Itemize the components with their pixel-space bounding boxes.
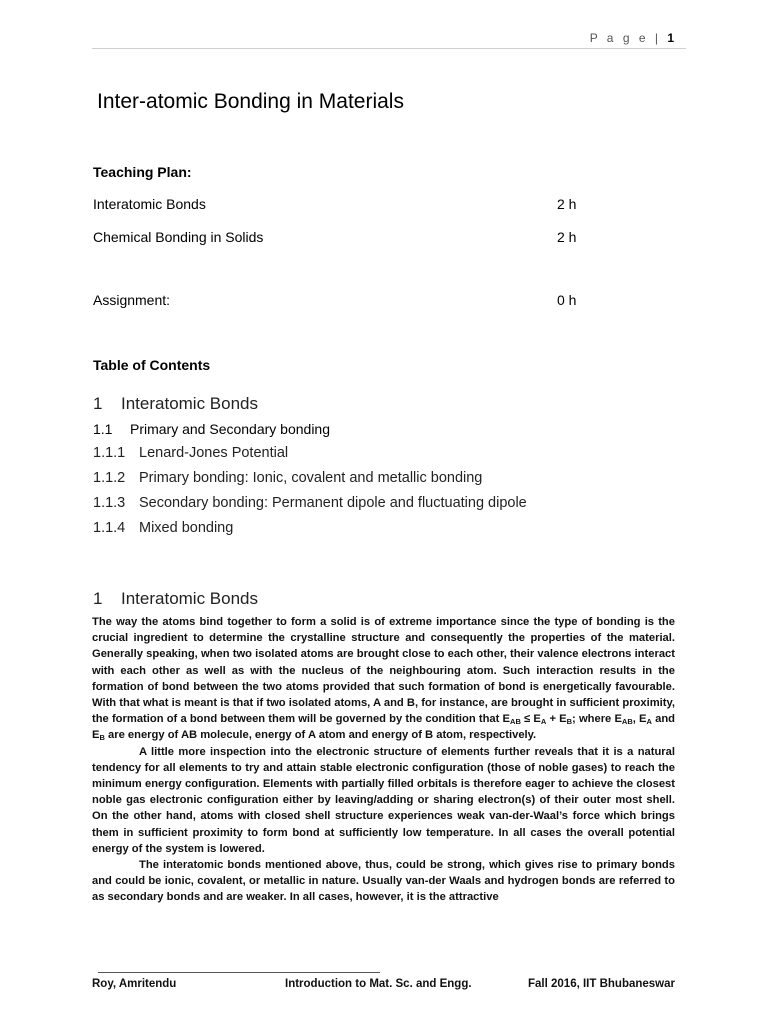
- body-text: [92, 614, 675, 906]
- toc-entry[interactable]: [93, 394, 258, 414]
- section-heading: [93, 589, 258, 609]
- toc-entry[interactable]: [93, 470, 482, 486]
- toc-entry[interactable]: [93, 445, 288, 461]
- page-header: [590, 31, 674, 45]
- footer-divider: [98, 972, 380, 973]
- page-footer: [92, 978, 675, 990]
- toc-entry-label: Interatomic Bonds: [121, 394, 259, 413]
- toc-entry[interactable]: [93, 520, 233, 536]
- teaching-plan-heading: Teaching Plan:: [93, 164, 192, 180]
- page-label: P a g e: [589, 31, 649, 45]
- document-title: Inter-atomic Bonding in Materials: [97, 90, 404, 113]
- toc-entry[interactable]: [93, 421, 330, 437]
- page-separator: |: [654, 31, 661, 45]
- toc-entry-number: 1.1.1: [93, 445, 126, 461]
- paragraph: A little more inspection into the electronic structure of elements further reveals that it is a natural tendency for all elements to try and attain stable electronic configuration (those of noble gases) to reach the minimum energy configuration. Elements with partially filled orbitals is therefore eager to achieve the closest noble gas electronic configuration either by leaving/adding or sharing electron(s) of their outer most shell. On the other hand, atoms with closed shell structure experiences weak van-der-Waal’s force which brings them in sufficient proximity to form bond at sufficiently low temperature. In all cases the overall potential energy of the system is lowered.: [92, 745, 675, 855]
- toc-entry-number: 1.1.3: [93, 495, 126, 511]
- toc-entry-label: Primary and Secondary bonding: [130, 421, 331, 437]
- plan-hours: 2 h: [557, 196, 577, 212]
- toc-entry-number: 1.1.2: [93, 470, 126, 486]
- footer-author: Roy, Amritendu: [92, 978, 177, 990]
- page-number: 1: [667, 31, 674, 45]
- toc-entry-number: 1.1: [93, 421, 113, 437]
- plan-topic: Assignment:: [93, 292, 171, 308]
- toc-entry-label: Mixed bonding: [139, 520, 234, 536]
- toc-entry[interactable]: [93, 495, 527, 511]
- paragraph: The interatomic bonds mentioned above, thus, could be strong, which gives rise to primary bonds and could be ionic, covalent, or metallic in nature. Usually van-der Waals and hydrogen bonds are referred to as secondary bonds and are weaker. In all cases, however, it is the attractive: [92, 859, 675, 904]
- plan-row: [93, 196, 579, 212]
- toc-entry-label: Secondary bonding: Permanent dipole and fluctuating dipole: [139, 495, 527, 511]
- paragraph: The way the atoms bind together to form a solid is of extreme importance since the type of bonding is the crucial ingredient to determine the crystalline structure and consequently the properties of the material. Generally speaking, when two isolated atoms are brought close to each other, their valence electrons interact with each other as well as with the nucleus of the neighbouring atom. Such interaction results in the formation of bond between the two atoms provided that such formation of bond is energetically favourable. With that what is meant is that if two isolated atoms, A and B, for instance, are brought in sufficient proximity, the formation of a bond between them will be governed by the condition that $E_{AB} \le E_A + E_B$; where $E_{AB}$, $E_A$ and $E_B$ are energy of AB molecule, energy of A atom and energy of B atom, respectively.: [92, 616, 676, 743]
- section-number: 1: [93, 589, 103, 608]
- toc-entry-number: 1: [93, 394, 103, 413]
- plan-hours: 0 h: [557, 292, 577, 308]
- section-title: Interatomic Bonds: [121, 589, 259, 608]
- plan-hours: 2 h: [557, 229, 577, 245]
- footer-term: Fall 2016, IIT Bhubaneswar: [528, 978, 675, 990]
- footer-course: Introduction to Mat. Sc. and Engg.: [285, 978, 472, 990]
- toc-entry-label: Lenard-Jones Potential: [139, 445, 289, 461]
- header-divider: [92, 48, 686, 49]
- plan-row: [93, 229, 579, 245]
- plan-topic: Interatomic Bonds: [93, 196, 206, 212]
- plan-topic: Chemical Bonding in Solids: [93, 229, 264, 245]
- plan-row: [93, 292, 579, 308]
- toc-entry-label: Primary bonding: Ionic, covalent and metallic bonding: [139, 470, 483, 486]
- toc-heading: Table of Contents: [93, 357, 211, 373]
- toc-entry-number: 1.1.4: [93, 520, 126, 536]
